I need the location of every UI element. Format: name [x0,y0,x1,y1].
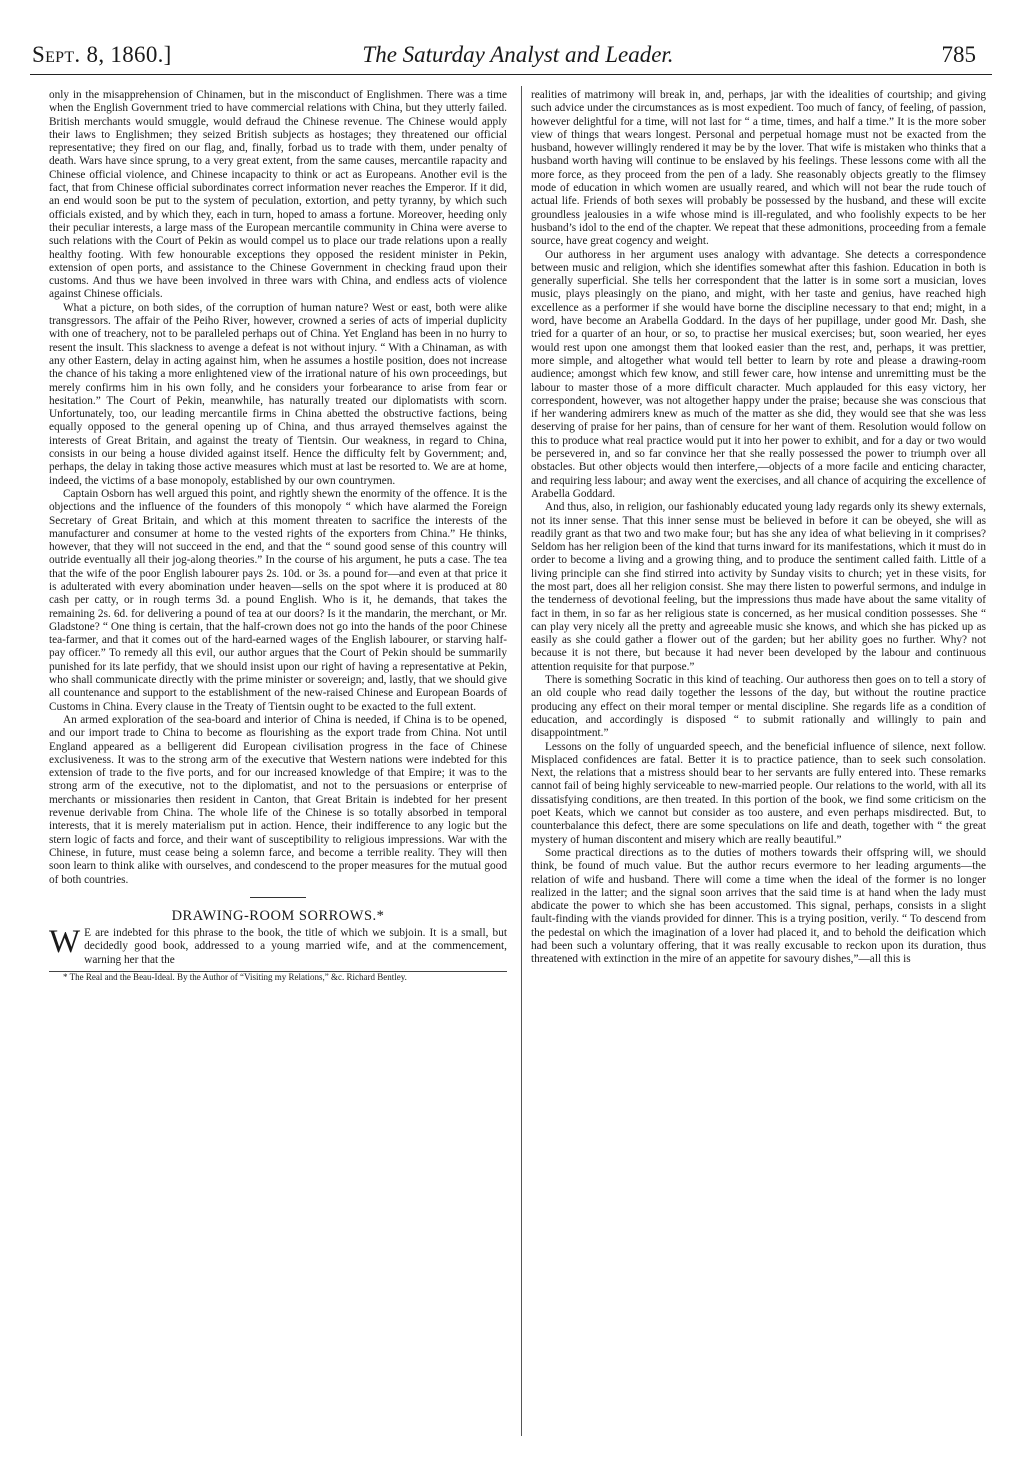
article-paragraph: Captain Osborn has well argued this point, and rightly shewn the enormity of the offence. It is the objections and the influence of the founders of this monopoly “ which have alarmed the Foreign Secretary of Great Britain, and which at this moment threaten to sacrifice the interests of the manufacturer and consumer at home to the vested rights of the exporters from China.” He thinks, however, that they will not succeed in the end, and that the “ sound good sense of this country will outride eventually all their jog-along theories.” In the course of his argument, he puts a case. The tea that the wife of the poor English labourer pays 2s. 10d. or 3s. a pound for—and even at that price it is adulterated with every abomination under heaven—sells on the spot where it is produced at 80 cash per catty, or in rough terms 3d. a pound English. Who is it, he demands, that takes the remaining 2s. 6d. for delivering a pound of tea at our doors? Is it the mandarin, the merchant, or Mr. Gladstone? “ One thing is certain, that the half-crown does not go into the hands of the poor Chinese tea-farmer, and that it comes out of the hard-earned wages of the English labourer, or starving half-pay officer.” To remedy all this evil, our author argues that the Court of Pekin should be summarily punished for its late perfidy, that we should insist upon our right of having a representative at Pekin, who shall communicate directly with the prime minister or sovereign; and, lastly, that we should give all countenance and support to the establishment of the new-raised Chinese and European Boards of Customs in China. Every clause in the Treaty of Tientsin ought to be exacted to the full extent. [49,487,507,713]
header-page-number: 785 [941,42,976,67]
section-opening-paragraph [49,924,507,967]
drop-cap: W [49,924,81,961]
article-paragraph: What a picture, on both sides, of the corruption of human nature? West or east, both were alike transgressors. The affair of the Peiho River, however, crowned a series of acts of imperial duplicity with one of treachery, not to be paralleled perhaps out of China. Yet England has been in no hurry to resent the insult. This slackness to avenge a defeat is not without injury. “ With a Chinaman, as with any other Eastern, delay in acting against him, when he assumes a hostile position, does not increase the chance of his taking a more enlightened view of the irrational nature of his own proceedings, but merely confirms him in his own folly, and he considers your forbearance to arise from fear or hesitation.” The Court of Pekin, meanwhile, has naturally treated our diplomatists with scorn. Unfortunately, too, our leading mercantile firms in China abetted the obstructive factions, being equally opposed to the general opening up of China, and thus arrayed themselves against the interests of Great Britain, and against the treaty of Tientsin. Our weakness, in regard to China, consists in our being a house divided against itself. Hence the difficulty felt by Government; and, perhaps, the delay in taking those active measures which must at last be resorted to. We are at home, indeed, the victims of a base monopoly, established by our own countrymen. [49,301,507,487]
article-paragraph: Lessons on the folly of unguarded speech, and the beneficial influence of silence, next follow. Misplaced confidences are fatal. Better it is to practice patience, than to seek such consolation. Next, the relations that a mistress should bear to her servants are fully entered into. These remarks cannot fail of being highly serviceable to new-married people. Our relations to the world, with all its dissatisfying conditions, are then treated. In this portion of the book, we find some criticism on the poet Keats, which we cannot but consider as too austere, and even perhaps misdirected. But, to counterbalance this defect, there are some speculations on life and death, together with “ the great mystery of human discontent and misery which are really beautiful.” [531,740,986,846]
article-paragraph: An armed exploration of the sea-board and interior of China is needed, if China is to be opened, and our import trade to China to become as flourishing as the export trade from China. Not until England appeared as a belligerent did European civilisation progress in the face of Chinese exclusiveness. It was to the strong arm of the executive that Western nations were indebted for this extension of trade to the five ports, and for our increased knowledge of that Empire; it was to the strong arm of the executive, not to the diplomatist, and not to the persuasions or enterprise of merchants or missionaries then resident in Canton, that Great Britain is indebted for her present revenue derivable from China. The whole life of the Chinese is so totally absorbed in temporal interests, that it is merely materialism put in action. Hence, their indifference to any logic but the stern logic of facts and force, and their want of susceptibility to religious impressions. War with the Chinese, in future, must cease being a solemn farce, and become a terrible reality. They will then soon learn to think alike with ourselves, and condescend to the proper measures for the mutual good of both countries. [49,713,507,886]
section-rule [250,897,306,898]
article-paragraph: only in the misapprehension of Chinamen, but in the misconduct of Englishmen. There was a time when the English Government tried to have commercial relations with China, but they utterly failed. British merchants would smuggle, would defraud the Chinese revenue. The Chinese would apply their laws to Englishmen; they seized British subjects as hostages; they threatened our official representative; they fired on our flag, and, finally, forbad us to trade with them, under penalty of death. Wars have since sprung, to a very great extent, from the same causes, mercantile rapacity and Chinese official violence, and Chinese incapacity to think or act as Europeans. Another evil is the fact, that from Chinese official subordinates correct information never reaches the Emperor. If it did, an end would soon be put to the system of peculation, extortion, and petty tyranny, by which such officials existed, and by which they, each in turn, hoped to amass a fortune. Moreover, heeding only their peculiar interests, a large mass of the European mercantile community in China were averse to such relations with the Court of Pekin as would compel us to place our trade relations upon a really healthy footing. With few honourable exceptions they opposed the resident minister in Pekin, extension of open ports, and assistance to the Chinese Government in checking fraud upon their customs. And thus we have been involved in three wars with China, and endless acts of violence against Chinese officials. [49,89,507,301]
column-separator [521,86,522,1436]
article-paragraph: And thus, also, in religion, our fashionably educated young lady regards only its shewy externals, not its inner sense. That this inner sense must be believed in before it can be obeyed, she will as readily grant as that two and two make four; but has she any idea of what believing in it comprises? Seldom has her religion been of the kind that turns inward for its manifestations, which it must do in order to become a living and a growing thing, and to produce the sentiment called faith. Little of a living principle can she find stirred into activity by Sunday visits to church; yet in these visits, for the most part, does all her religion consist. She may there listen to powerful sermons, and indulge in the tenderness of devotional feeling, but the impressions thus made have about the same vitality of fact in them, in so far as her religious state is concerned, as her musical condition possesses. She “ can play very nicely all the pretty and agreeable music she knows, and which she has picked up as easily as she could gather a flower out of the garden; but her ability goes no further. Why? not because it is not there, but because it had never been developed by the labour and continuous attention requisite for that purpose.” [531,501,986,673]
section-opening-text: E are indebted for this phrase to the book, the title of which we subjoin. It is a small, but decidedly good book, addressed to a young married wife, and at the commencement, warning her that the [84,927,507,966]
article-paragraph: realities of matrimony will break in, and, perhaps, jar with the idealities of courtship; and giving such advice under the circumstances as is most expedient. Too much of fancy, of feeling, of passion, however delightful for a time, will not last for “ a time, times, and half a time.” It is the more sober view of things that wears longest. Personal and perpetual homage must not be exacted from the husband, however willingly rendered it may be by the lover. That wife is mistaken who thinks that a husband worth having will continue to be enslaved by his feelings. These lessons come with all the more force, as they proceed from the pen of a lady. She reasonably objects greatly to the flimsey mode of education in which women are usually reared, and which will not bear the rude touch of actual life. Friends of both sexes will probably be possessed by the husband, and these will excite groundless jealousies in a wife whose mind is ill-regulated, and who foolishly expects to be her husband’s idol to the end of the chapter. We repeat that these admonitions, proceeding from a female source, have great cogency and weight. [531,89,986,248]
left-column [49,89,507,983]
header-date: Sept. 8, 1860.] [32,42,172,67]
header-rule [30,74,992,75]
article-paragraph: Our authoress in her argument uses analogy with advantage. She detects a correspondence between music and religion, which she identifies somewhat after this fashion. Education in both is generally superficial. She tells her correspondent that the latter is in some sort a musician, loves music, plays pleasingly on the piano, and might, with her taste and genius, have reached high excellence as a performer if she would have borne the discipline necessary to that end; might, in a word, have become an Arabella Goddard. In the days of her pupillage, under good Mr. Dash, she tried for a quarter of an hour, or so, to practise her musical exercises; but, soon wearied, her eyes would rest upon one amongst them that looked easier than the rest, and, perhaps, it was prettier, more simple, and altogether what would tell better to learn by rote and please a drawing-room audience; amongst which few know, and still fewer care, how intense and unremitting must be the labour to master those of a more difficult character. Much applauded for this easy victory, her correspondent, however, was not altogether happy under the praise; because she was conscious that if her wandering admirers knew as much of the matter as she did, they would see that she was less deserving of praise for her pains, than of censure for her want of them. Resolution would follow on this to produce what real practice would put it into her power to exhibit, and for a day or two would be persevered in, and so far convince her that she really possessed the power to triumph over all obstacles. But other objects would then interfere,—objects of a more facile and enticing character, and requiring less labour; and away went the exercises, and all chance of acquiring the excellence of Arabella Goddard. [531,248,986,500]
article-paragraph: Some practical directions as to the duties of mothers towards their offspring will, we should think, be found of much value. But the author recurs evermore to her leading arguments—the relation of wife and husband. There will come a time when the ideal of the former is no longer realized in the latter; and the signal soon arrives that the said time is at hand when the lady must abdicate the power to which she has been accustomed. This signal, perhaps, consists in a slight fault-finding with the viands provided for dinner. This is a trying position, verily. “ To descend from the pedestal on which the imagination of a lover had placed it, and to behold the deification which had been such a voluntary offering, that it was really excusable to reckon upon its duration, thus threatened with extinction in the mire of an appetite for savoury dishes,”—all this is [531,846,986,966]
footnote: * The Real and the Beau-Ideal. By the Author of “Visiting my Relations,” &c. Richard Bentley. [63,972,407,982]
section-title: DRAWING-ROOM SORROWS.* [171,907,385,924]
header-title: The Saturday Analyst and Leader. [362,42,674,67]
right-column [531,89,986,967]
article-paragraph: There is something Socratic in this kind of teaching. Our authoress then goes on to tell a story of an old couple who read daily together the lessons of the day, but without the routine practice producing any effect on their moral temper or mental discipline. She regards life as a condition of education, and accordingly is disposed “ to submit rationally and willingly to pain and disappointment.” [531,674,986,740]
